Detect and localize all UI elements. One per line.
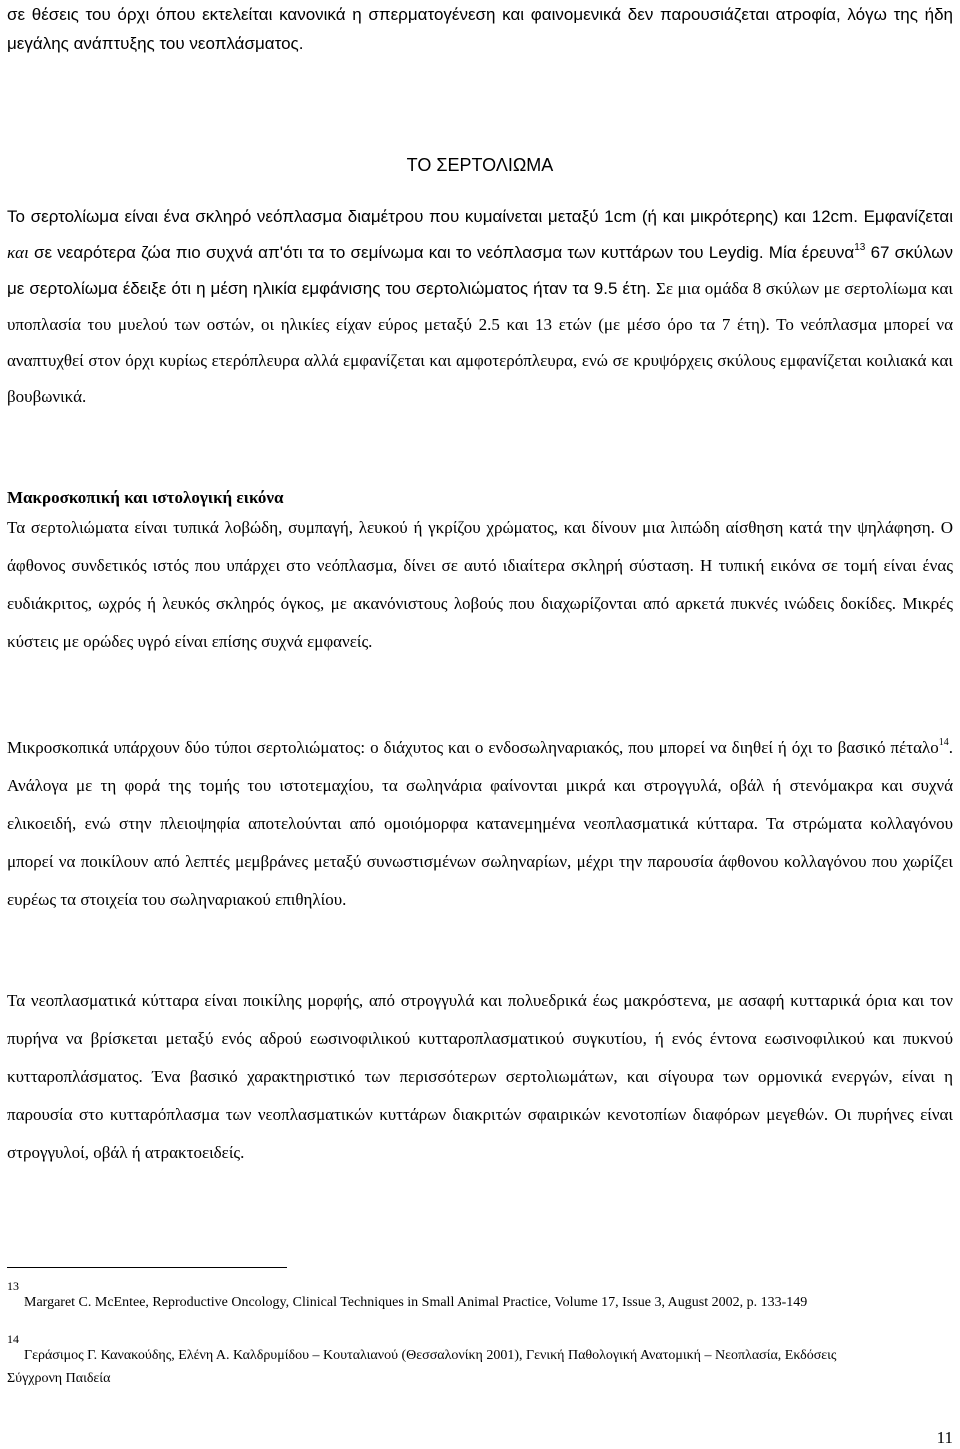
sertoli-paragraph bbox=[7, 199, 953, 415]
footnote-number: 13 bbox=[7, 1279, 19, 1293]
footnote-13 bbox=[7, 1279, 953, 1313]
footnote-text-continued: Σύγχρονη Παιδεία bbox=[7, 1371, 111, 1386]
micro-text-part2: . Ανάλογα με τη φορά της τομής του ιστοτεμαχίου, τα σωληνάρια φαίνονται μικρά και στρογγυλά, οβάλ ή στενόμακρα και συχνά ελικοειδή, ενώ στην πλειοψηφία αποτελούνται από ομοιόμορφα κατανεμημένα νεοπλασματικά κύτταρα. Τα στρώματα κολλαγόνου μπορεί να ποικίλουν από λεπτές μεμβράνες μεταξύ συνωστισμένων σωληναρίων, μέχρι την παρουσία άφθονου κολλαγόνου που χωρίζει ευρέως τα στοιχεία του σωληναριακού επιθηλίου. bbox=[7, 738, 953, 909]
footnote-text: Margaret C. McEntee, Reproductive Oncology, Clinical Techniques in Small Animal Practice, Volume 17, Issue 3, August 2002, p. 133-149 bbox=[24, 1295, 808, 1310]
micro-paragraph bbox=[7, 729, 953, 919]
cells-paragraph: Τα νεοπλασματικά κύτταρα είναι ποικίλης μορφής, από στρογγυλά και πολυεδρικά έως μακρόστενα, με ασαφή κυτταρικά όρια και τον πυρήνα να βρίσκεται μεταξύ ενός αδρού εωσινοφιλικού κυτταροπλασματικού συγκυτίου, ή ενός έντονα εωσινοφιλικού και πυκνού κυτταροπλάσματος. Ένα βασικό χαρακτηριστικό των περισσότερων σερτολιωμάτων, και σίγουρα των ορμονικά ενεργών, είναι η παρουσία στο κυτταρόπλασμα των νεοπλασματικών κυττάρων διακριτών σφαιρικών κενοτοπίων διαφόρων μεγεθών. Οι πυρήνες είναι στρογγυλοί, οβάλ ή ατρακτοειδείς. bbox=[7, 991, 953, 1162]
footnote-text: Γεράσιμος Γ. Κανακούδης, Ελένη Α. Καλδρυμίδου – Κουταλιανού (Θεσσαλονίκη 2001), Γενική Παθολογική Ανατομική – Νεοπλασία, Εκδόσεις bbox=[24, 1348, 837, 1363]
footnote-number: 14 bbox=[7, 1332, 19, 1346]
footnote-14 bbox=[7, 1332, 953, 1392]
sertoli-text-part4: Σε μια ομάδα 8 σκύλων με σερτολίωμα και υποπλασία του μυελού των οστών, οι ηλικίες είχαν εύρος μεταξύ 2.5 και 13 ετών (με μέσο όρο τα 7 έτη). Το νεόπλασμα μπορεί να αναπτυχθεί στον όρχι κυρίως ετερόπλευρα αλλά εμφανίζεται και αμφοτερόπλευρα, ενώ σε κρυψόρχεις σκύλους εμφανίζεται κοιλιακά και βουβωνικά. bbox=[7, 279, 953, 406]
sertoli-text-part1: Το σερτολίωμα είναι ένα σκληρό νεόπλασμα διαμέτρου που κυμαίνεται μεταξύ 1cm (ή και μικρότερης) και 12cm. Εμφανίζεται bbox=[7, 207, 953, 226]
footnote-ref-13: 13 bbox=[854, 242, 866, 253]
section-title: ΤΟ ΣΕΡΤΟΛΙΩΜΑ bbox=[406, 155, 554, 175]
macro-paragraph: Τα σερτολιώματα είναι τυπικά λοβώδη, συμπαγή, λευκού ή γκρίζου χρώματος, και δίνουν μια λιπώδη αίσθηση κατά την ψηλάφηση. Ο άφθονος συνδετικός ιστός που υπάρχει στο νεόπλασμα, δίνει σε αυτό ιδιαίτερα σκληρή σύσταση. Η τυπική εικόνα σε τομή είναι ένας ευδιάκριτος, ωχρός ή λευκός σκληρός όγκος, με ακανόνιστους λοβούς που διαχωρίζονται από αρκετά πυκνές ινώδεις δοκίδες. Μικρές κύστεις με ορώδες υγρό είναι επίσης συχνά εμφανείς. bbox=[7, 518, 953, 651]
sertoli-italic-word: και bbox=[7, 243, 29, 262]
footnote-ref-14: 14 bbox=[938, 737, 949, 748]
intro-paragraph: σε θέσεις του όρχι όπου εκτελείται κανονικά η σπερματογένεση και φαινομενικά δεν παρουσιάζεται ατροφία, λόγω της ήδη μεγάλης ανάπτυξης του νεοπλάσματος. bbox=[7, 5, 953, 53]
page-number: 11 bbox=[936, 1428, 953, 1447]
sertoli-text-part2: σε νεαρότερα ζώα πιο συχνά απ'ότι τα το σεμίνωμα και το νεόπλασμα των κυττάρων του Leydig. Μία έρευνα bbox=[28, 243, 855, 262]
sertoli-text-part3: 67 σκύλων με σερτολίωμα έδειξε ότι η μέση ηλικία εμφάνισης του σερτολιώματος ήταν τα 9.5 έτη. bbox=[7, 243, 953, 298]
footnote-separator bbox=[7, 1267, 287, 1268]
macro-heading: Μακροσκοπική και ιστολογική εικόνα bbox=[7, 488, 284, 507]
micro-text-part1: Μικροσκοπικά υπάρχουν δύο τύποι σερτολιώματος: ο διάχυτος και ο ενδοσωληναριακός, που μπορεί να διηθεί ή όχι το βασικό πέταλο bbox=[7, 738, 939, 757]
